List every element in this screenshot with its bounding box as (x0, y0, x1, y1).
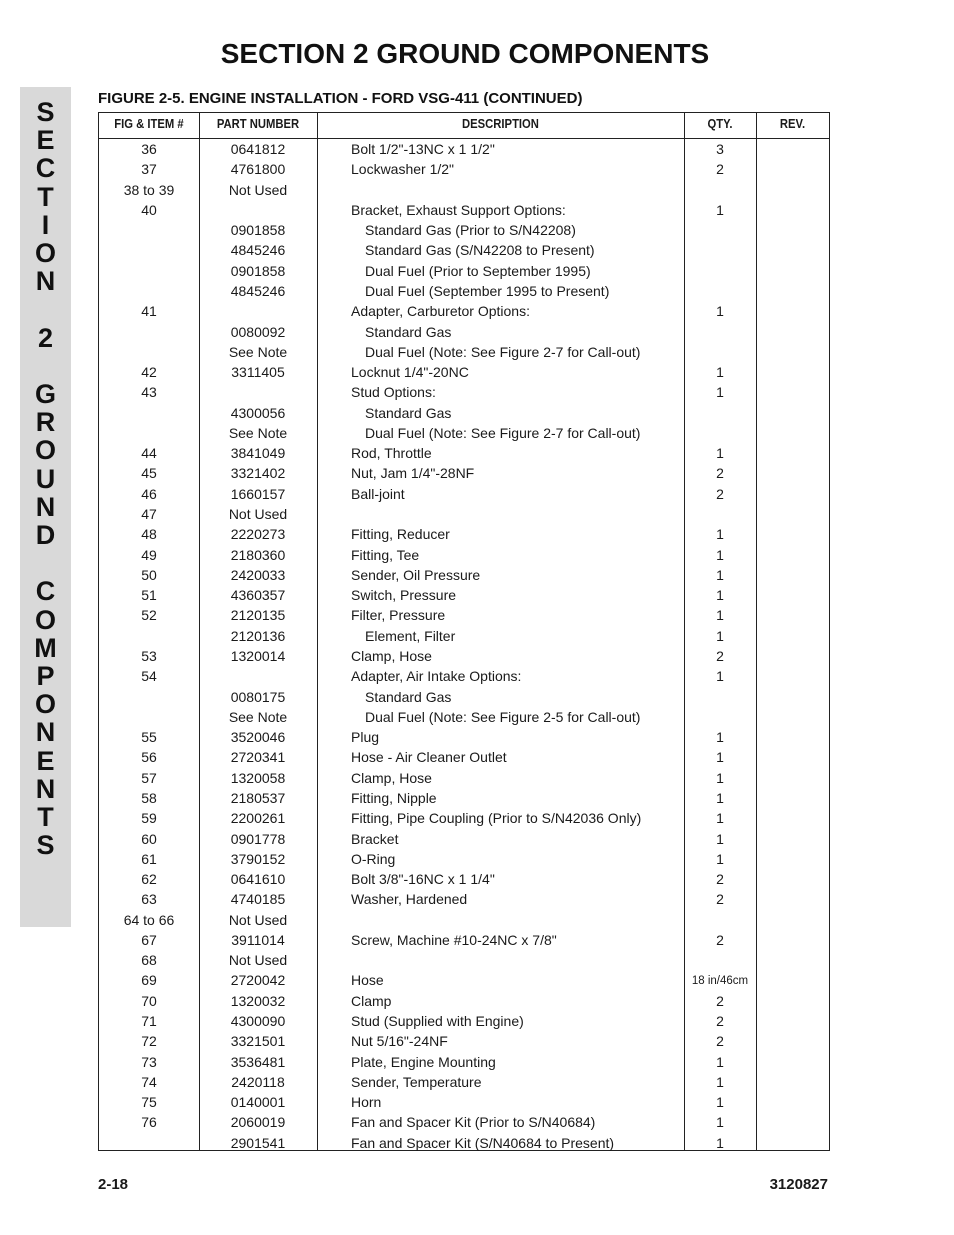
qty-cell: 1 (716, 749, 724, 766)
part-number-cell: 0080092 (230, 323, 286, 340)
qty-cell: 1 (716, 445, 724, 462)
part-number-cell: 2200261 (230, 810, 286, 827)
part-number-cell: 0641610 (230, 871, 286, 888)
fig-item-cell: 59 (141, 810, 157, 827)
part-number-cell: 2120135 (230, 607, 286, 624)
part-number-cell: 4740185 (230, 891, 286, 908)
fig-item-cell: 54 (141, 668, 157, 685)
table-row (99, 951, 829, 971)
part-number-cell: 2180537 (230, 789, 286, 806)
description-cell: Fan and Spacer Kit (Prior to S/N40684) (351, 1114, 596, 1131)
side-tab-letter: M (34, 632, 57, 663)
fig-item-cell: 41 (141, 303, 157, 320)
description-cell: Standard Gas (S/N42208 to Present) (365, 242, 595, 259)
qty-cell: 2 (716, 648, 724, 664)
table-row (99, 1113, 829, 1133)
header-qty: QTY. (707, 117, 733, 131)
part-number-cell: 3790152 (230, 850, 286, 867)
side-tab-letter: N (35, 773, 56, 804)
description-cell: Fitting, Pipe Coupling (Prior to S/N42036 Only) (351, 810, 642, 827)
part-number-cell: Not Used (228, 506, 288, 523)
qty-cell: 2 (716, 485, 724, 502)
qty-cell: 1 (716, 1094, 724, 1111)
description-cell: Hose - Air Cleaner Outlet (351, 749, 507, 766)
description-cell: Filter, Pressure (351, 607, 446, 624)
part-number-cell: See Note (228, 424, 288, 441)
table-row (99, 667, 829, 687)
table-row (99, 383, 829, 403)
table-row (99, 647, 829, 667)
side-tab-letter: N (35, 491, 56, 522)
description-cell: Dual Fuel (Note: See Figure 2-7 for Call-out) (365, 343, 641, 360)
part-number-cell: Not Used (228, 911, 288, 928)
fig-item-cell: 74 (141, 1073, 157, 1090)
table-row (99, 1134, 829, 1154)
description-cell: Switch, Pressure (351, 587, 457, 604)
fig-item-cell: 76 (141, 1114, 157, 1131)
fig-item-cell: 36 (141, 141, 157, 157)
part-number-cell: 4845246 (230, 282, 286, 299)
table-row (99, 728, 829, 748)
part-number-cell: 3520046 (230, 729, 286, 746)
table-row (99, 241, 829, 261)
description-cell: Nut 5/16"-24NF (351, 1033, 448, 1050)
fig-item-cell: 67 (141, 931, 157, 948)
fig-item-cell: 43 (141, 384, 157, 401)
table-row (99, 485, 829, 505)
fig-item-cell: 61 (141, 850, 157, 867)
part-number-cell: 3321402 (230, 465, 286, 482)
part-number-cell: 2220273 (230, 526, 286, 543)
qty-cell: 1 (716, 587, 724, 604)
description-cell: Adapter, Carburetor Options: (351, 303, 530, 320)
part-number-cell: 2180360 (230, 546, 286, 563)
table-row (99, 525, 829, 545)
qty-cell: 1 (716, 850, 724, 867)
part-number-cell: 3321501 (230, 1033, 286, 1050)
table-row (99, 971, 829, 991)
fig-item-cell: 46 (141, 485, 157, 502)
description-cell: Bracket (351, 830, 399, 847)
description-cell: Sender, Oil Pressure (351, 566, 481, 583)
description-cell: Washer, Hardened (351, 891, 468, 908)
table-row (99, 809, 829, 829)
description-cell: Clamp, Hose (351, 648, 432, 664)
part-number-cell: 0140001 (230, 1094, 286, 1111)
description-cell: Hose (351, 972, 384, 989)
part-number-cell: 1320014 (230, 648, 286, 664)
side-tab-letter: O (34, 604, 56, 635)
part-number-cell: See Note (228, 343, 288, 360)
fig-item-cell: 55 (141, 729, 157, 746)
description-cell: Dual Fuel (September 1995 to Present) (365, 282, 610, 299)
description-cell: Plate, Engine Mounting (351, 1053, 496, 1070)
header-fig-item: FIG & ITEM # (114, 117, 184, 131)
description-cell: Bolt 3/8"-16NC x 1 1/4" (351, 871, 495, 888)
fig-item-cell: 68 (141, 952, 157, 969)
fig-item-cell: 71 (141, 1013, 157, 1030)
description-cell: Standard Gas (Prior to S/N42208) (365, 222, 576, 239)
qty-cell: 2 (716, 161, 724, 178)
qty-cell: 2 (716, 931, 724, 948)
header-rev: REV. (779, 117, 806, 131)
table-row (99, 1032, 829, 1052)
description-cell: Screw, Machine #10-24NC x 7/8" (351, 931, 557, 948)
part-number-cell: 0901858 (230, 262, 286, 279)
qty-cell: 1 (716, 1134, 724, 1151)
table-row (99, 302, 829, 322)
fig-item-cell: 44 (141, 445, 157, 462)
fig-item-cell: 62 (141, 871, 157, 888)
table-row (99, 789, 829, 809)
part-number-cell: 2720341 (230, 749, 286, 766)
table-row (99, 748, 829, 768)
fig-item-cell: 48 (141, 526, 157, 543)
qty-cell: 1 (716, 769, 724, 786)
side-tab-letter: N (35, 266, 56, 297)
fig-item-cell: 57 (141, 769, 157, 786)
description-cell: Plug (351, 729, 380, 746)
fig-item-cell: 58 (141, 789, 157, 806)
part-number-cell: 4300090 (230, 1013, 286, 1030)
side-tab-letter: N (35, 717, 56, 748)
description-cell: Dual Fuel (Note: See Figure 2-5 for Call-out) (365, 708, 641, 725)
table-row (99, 850, 829, 870)
table-row (99, 586, 829, 606)
fig-item-cell: 72 (141, 1033, 157, 1050)
fig-item-cell: 63 (141, 891, 157, 908)
qty-cell: 1 (716, 1053, 724, 1070)
fig-item-cell: 40 (141, 201, 157, 218)
part-number-cell: 2420118 (231, 1073, 285, 1090)
table-row (99, 181, 829, 201)
table-row (99, 323, 829, 343)
part-number-cell: See Note (228, 708, 288, 725)
side-tab-letter: C (35, 576, 56, 607)
qty-cell: 1 (716, 789, 724, 806)
fig-item-cell: 53 (141, 648, 157, 664)
qty-cell: 1 (716, 303, 724, 320)
table-row (99, 1073, 829, 1093)
table-row (99, 221, 829, 241)
header-part-number: PART NUMBER (216, 117, 300, 131)
side-tab-letter: U (35, 463, 56, 494)
parts-table (98, 112, 830, 1151)
fig-item-cell: 64 to 66 (123, 911, 175, 928)
table-row (99, 140, 829, 160)
qty-cell: 2 (716, 1013, 724, 1030)
description-cell: Nut, Jam 1/4"-28NF (351, 465, 475, 482)
qty-cell: 2 (716, 1033, 724, 1050)
fig-item-cell: 52 (141, 607, 157, 624)
fig-item-cell: 47 (141, 506, 157, 523)
table-row (99, 444, 829, 464)
part-number-cell: 4300056 (230, 404, 286, 421)
description-cell: Fitting, Nipple (351, 789, 437, 806)
table-row (99, 606, 829, 626)
fig-item-cell: 38 to 39 (123, 181, 175, 198)
table-row (99, 708, 829, 728)
part-number-cell: 2901541 (230, 1134, 286, 1151)
side-tab (20, 87, 71, 927)
qty-cell: 1 (716, 546, 724, 563)
part-number-cell: 2420033 (230, 566, 286, 583)
side-tab-letter: O (34, 435, 56, 466)
fig-item-cell: 73 (141, 1053, 157, 1070)
qty-cell: 2 (716, 465, 724, 482)
table-row (99, 505, 829, 525)
table-row (99, 1012, 829, 1032)
description-cell: Dual Fuel (Prior to September 1995) (365, 262, 591, 279)
side-tab-letter: S (36, 97, 55, 127)
side-tab-letter: T (37, 181, 54, 212)
document-number: 3120827 (769, 1176, 828, 1193)
description-cell: Standard Gas (365, 323, 452, 340)
description-cell: Adapter, Air Intake Options: (351, 668, 522, 685)
side-tab-letter: E (36, 125, 55, 156)
description-cell: Standard Gas (365, 688, 452, 705)
table-row (99, 343, 829, 363)
side-tab-letter: D (35, 520, 56, 550)
qty-cell: 1 (716, 1114, 724, 1131)
description-cell: Fitting, Tee (351, 546, 420, 563)
table-row (99, 931, 829, 951)
description-cell: Bracket, Exhaust Support Options: (351, 201, 566, 218)
side-tab-letter: G (34, 379, 56, 409)
part-number-cell: Not Used (228, 952, 288, 969)
part-number-cell: 1660157 (230, 485, 286, 502)
table-row (99, 160, 829, 180)
fig-item-cell: 45 (141, 465, 157, 482)
qty-cell: 1 (716, 526, 724, 543)
part-number-cell: 2060019 (230, 1114, 286, 1131)
part-number-cell: 3311405 (231, 364, 285, 381)
table-row (99, 890, 829, 910)
qty-cell: 1 (716, 729, 724, 746)
qty-cell: 1 (716, 566, 724, 583)
fig-item-cell: 75 (141, 1094, 157, 1111)
part-number-cell: Not Used (228, 181, 288, 198)
table-row (99, 363, 829, 383)
part-number-cell: 1320058 (230, 769, 286, 786)
header-divider (99, 138, 829, 139)
description-cell: Fitting, Reducer (351, 526, 450, 543)
side-tab-letter: R (35, 407, 56, 438)
table-row (99, 1093, 829, 1113)
part-number-cell: 2120136 (230, 627, 286, 644)
description-cell: Element, Filter (365, 627, 456, 644)
table-row (99, 262, 829, 282)
table-row (99, 992, 829, 1012)
page-number: 2-18 (98, 1176, 129, 1193)
description-cell: Lockwasher 1/2" (351, 161, 455, 178)
table-row (99, 282, 829, 302)
qty-cell: 1 (716, 810, 724, 827)
description-cell: Standard Gas (365, 404, 452, 421)
side-tab-letter: E (36, 745, 55, 776)
description-cell: Rod, Throttle (351, 445, 432, 462)
part-number-cell: 3841049 (230, 445, 286, 462)
side-tab-letter: P (36, 661, 55, 691)
header-description: DESCRIPTION (462, 117, 539, 131)
figure-title: FIGURE 2-5. ENGINE INSTALLATION - FORD VSG-411 (CONTINUED) (98, 90, 583, 107)
description-cell: Locknut 1/4"-20NC (351, 364, 469, 381)
qty-cell: 1 (716, 627, 724, 644)
part-number-cell: 0901778 (230, 830, 286, 847)
part-number-cell: 4761800 (230, 161, 286, 178)
description-cell: Stud Options: (351, 384, 436, 401)
qty-cell: 18 in/46cm (691, 975, 749, 988)
description-cell: Bolt 1/2"-13NC x 1 1/2" (351, 141, 495, 157)
table-row (99, 404, 829, 424)
fig-item-cell: 51 (141, 587, 157, 604)
table-row (99, 769, 829, 789)
side-tab-letter: I (41, 209, 50, 240)
part-number-cell: 0901858 (230, 222, 286, 239)
fig-item-cell: 70 (141, 992, 157, 1009)
qty-cell: 1 (716, 1073, 724, 1090)
description-cell: Fan and Spacer Kit (S/N40684 to Present) (351, 1134, 615, 1151)
table-row (99, 201, 829, 221)
table-row (99, 830, 829, 850)
part-number-cell: 1320032 (230, 992, 286, 1009)
table-row (99, 688, 829, 708)
part-number-cell: 4360357 (230, 587, 286, 604)
description-cell: Sender, Temperature (351, 1073, 482, 1090)
part-number-cell: 0080175 (230, 688, 286, 705)
table-row (99, 566, 829, 586)
fig-item-cell: 60 (141, 830, 157, 847)
qty-cell: 2 (716, 992, 724, 1009)
qty-cell: 3 (716, 141, 724, 157)
table-row (99, 424, 829, 444)
description-cell: Clamp (351, 992, 392, 1009)
side-tab-letter: O (34, 238, 56, 268)
side-tab-letter: O (34, 689, 56, 720)
description-cell: Dual Fuel (Note: See Figure 2-7 for Call-out) (365, 424, 641, 441)
fig-item-cell: 56 (141, 749, 157, 766)
qty-cell: 1 (716, 607, 724, 624)
qty-cell: 1 (716, 201, 724, 218)
table-row (99, 911, 829, 931)
fig-item-cell: 42 (141, 364, 157, 381)
qty-cell: 2 (716, 891, 724, 908)
fig-item-cell: 50 (141, 566, 157, 583)
side-tab-letter: C (35, 153, 56, 184)
part-number-cell: 4845246 (230, 242, 286, 259)
section-title: SECTION 2 GROUND COMPONENTS (220, 38, 710, 69)
side-tab-letter: S (36, 830, 55, 861)
part-number-cell: 0641812 (230, 141, 286, 157)
fig-item-cell: 49 (141, 546, 157, 563)
side-tab-letter: T (37, 802, 54, 832)
description-cell: Horn (351, 1094, 382, 1111)
table-row (99, 627, 829, 647)
qty-cell: 1 (716, 668, 724, 685)
fig-item-cell: 69 (141, 972, 157, 989)
table-row (99, 546, 829, 566)
part-number-cell: 2720042 (230, 972, 286, 989)
qty-cell: 1 (716, 384, 724, 401)
description-cell: Clamp, Hose (351, 769, 432, 786)
description-cell: Stud (Supplied with Engine) (351, 1013, 524, 1030)
table-row (99, 464, 829, 484)
part-number-cell: 3536481 (230, 1053, 286, 1070)
fig-item-cell: 37 (141, 161, 157, 178)
table-row (99, 870, 829, 890)
description-cell: O-Ring (351, 850, 396, 867)
qty-cell: 1 (716, 830, 724, 847)
table-row (99, 1053, 829, 1073)
qty-cell: 1 (716, 364, 724, 381)
side-tab-letter: 2 (37, 322, 54, 353)
part-number-cell: 3911014 (231, 931, 285, 948)
qty-cell: 2 (716, 871, 724, 888)
description-cell: Ball-joint (351, 485, 405, 502)
